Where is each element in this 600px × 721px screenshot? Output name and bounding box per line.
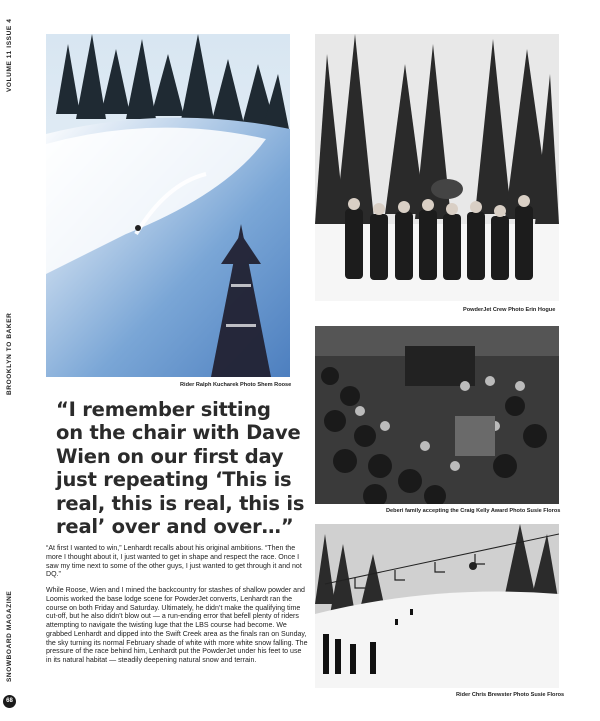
page-number: 68 [3,695,16,708]
pull-quote-line: real, this is real, this is [56,491,305,515]
pull-quote-line: real’ over and over…” [56,515,294,539]
group-photo [315,34,559,301]
issue-label: VOLUME 11 ISSUE 4 [6,18,13,92]
pull-quote-line: Wien on our first day [56,444,284,468]
chairlift-caption: Rider Chris Brewster Photo Susie Floros [456,692,565,698]
award-caption: Deberi family accepting the Craig Kelly Award Photo Susie Floros [386,508,561,514]
snowboarder-photo [46,34,290,377]
magazine-label: SNOWBOARD MAGAZINE [6,590,13,682]
article-body [46,545,308,673]
crowd-photo [315,326,559,504]
rider-caption: Rider Ralph Kucharek Photo Shem Roose [180,382,292,388]
section-label: BROOKLYN TO BAKER [6,312,13,395]
body-paragraph: While Roose, Wien and I mined the backcountry for stashes of shallow powder and Loomis worked the base lodge scene for PowderJet converts, Lenhardt ran the course on both Friday and Saturday. Ultimately, he didn’t make the qualifying time cut-off, but he also didn’t blow out — a run-ending error that befell plenty of riders attempting to navigate the twisting luge that the LBS course had become. We grabbed Lenhardt and dipped into the Swift Creek area as the finals ran on Sunday, the sky turning its normal February shade of white with more white snow falling. The pressure of the race behind him, Lenhardt put the PowderJet under his feet to use in its natural habitat — steadily deepening natural snow and terrain. [46,587,308,664]
pull-quote-line: just repeating ‘This is [56,468,292,492]
body-paragraph: “At first I wanted to win,” Lenhardt recalls about his original ambitions. “Then the more I thought about it, I just wanted to get in shape and respect the race. Once I saw my time next to some of the other guys, I just wanted to get through it and not DQ.” [46,545,302,579]
pull-quote-line: “I remember sitting [56,398,271,421]
crew-caption: PowderJet Crew Photo Erin Hogue [463,307,556,313]
pull-quote [56,398,306,538]
chairlift-photo [315,524,559,688]
pull-quote-line: on the chair with Dave [56,421,301,445]
